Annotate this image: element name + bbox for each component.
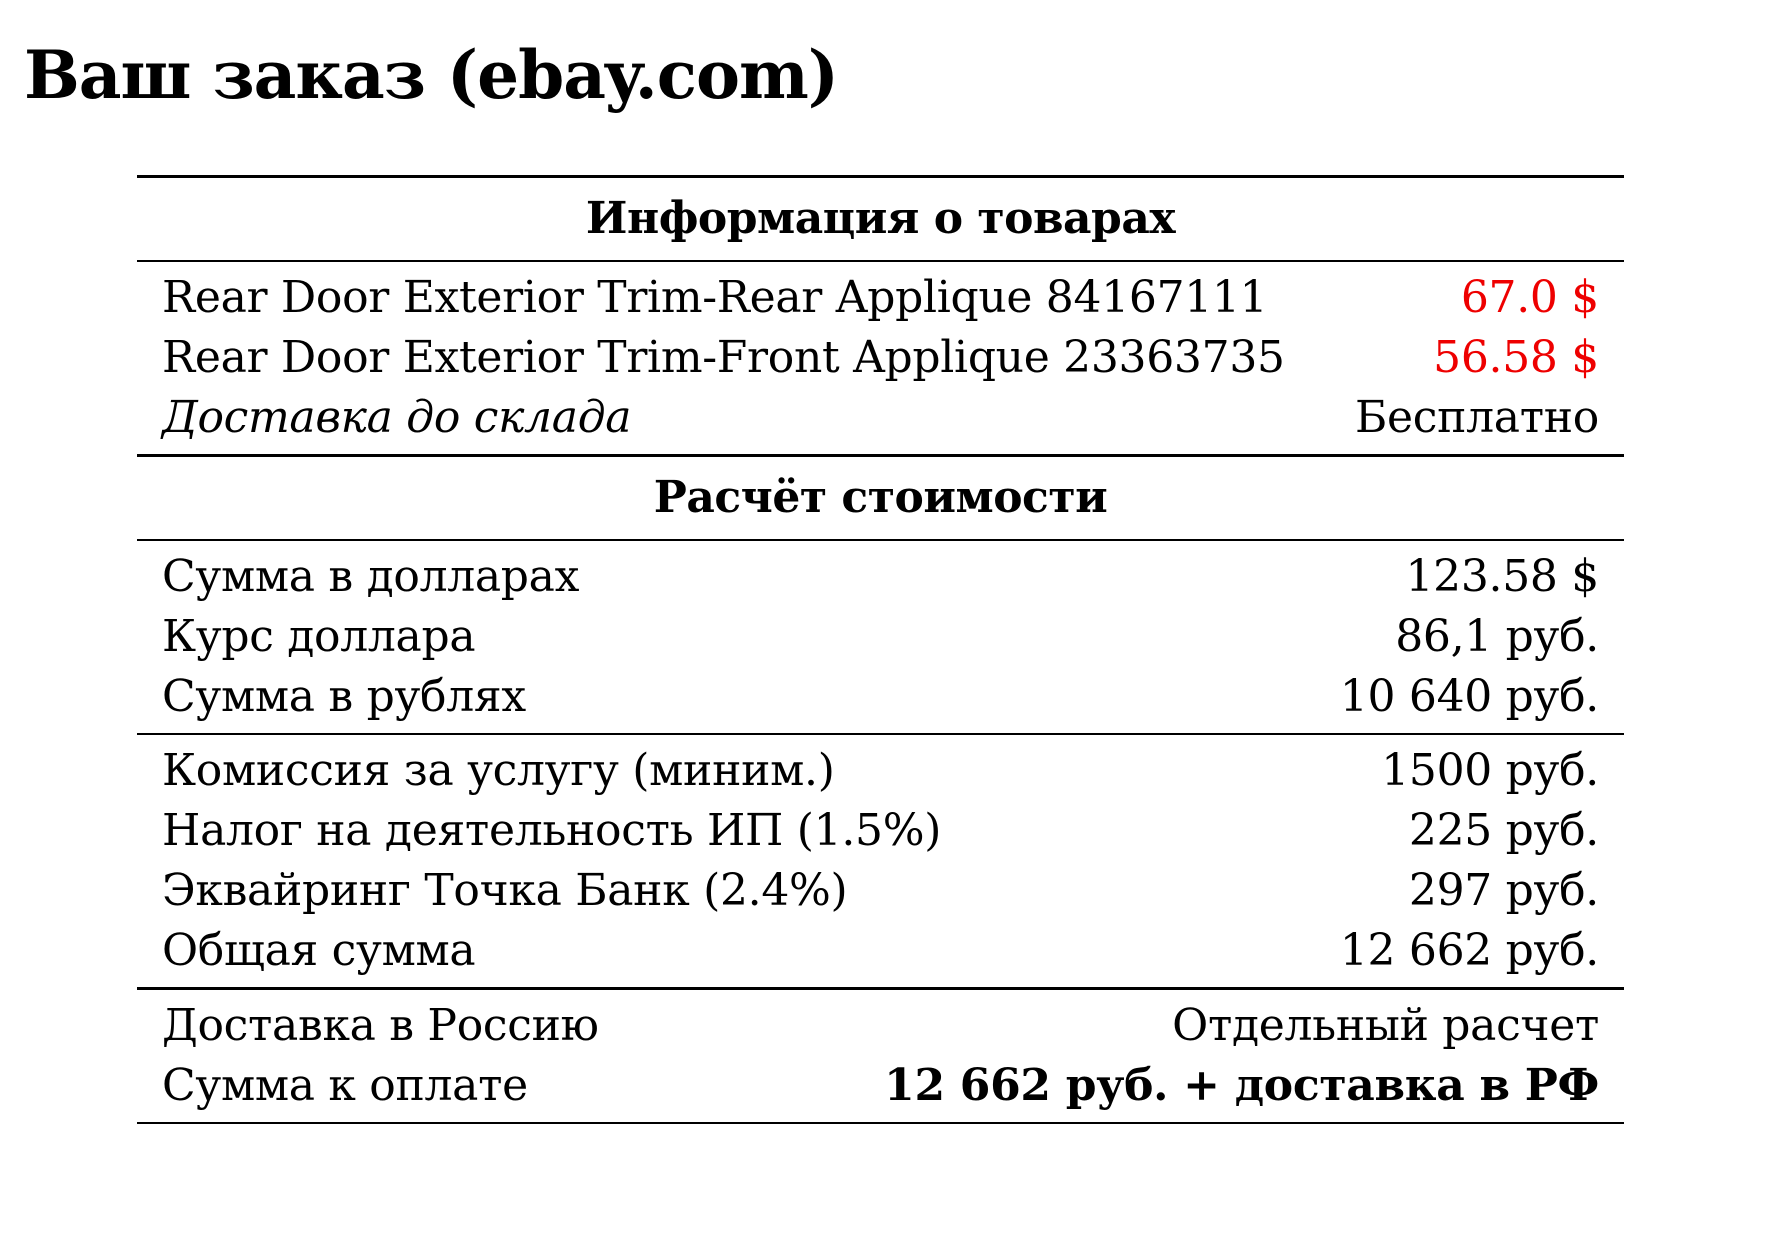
warehouse-shipping-value: Бесплатно: [1355, 392, 1599, 443]
item-row: [162, 328, 1599, 388]
total-value: 12 662 руб.: [1339, 925, 1599, 976]
usd-sum-label: Сумма в долларах: [162, 551, 580, 602]
service-fee-value: 1500 руб.: [1381, 745, 1599, 796]
fees-group: [137, 735, 1624, 987]
rub-sum-value: 10 640 руб.: [1339, 671, 1599, 722]
tax-row: [162, 801, 1599, 861]
tax-label: Налог на деятельность ИП (1.5%): [162, 805, 942, 856]
amount-due-row: [162, 1056, 1599, 1116]
amount-due-value: 12 662 руб. + доставка в РФ: [884, 1060, 1599, 1111]
acquiring-label: Эквайринг Точка Банк (2.4%): [162, 865, 848, 916]
conversion-group: [137, 541, 1624, 733]
item-price: 67.0 $: [1460, 272, 1599, 323]
acquiring-value: 297 руб.: [1408, 865, 1599, 916]
exchange-rate-value: 86,1 руб.: [1395, 611, 1599, 662]
service-fee-row: [162, 741, 1599, 801]
rub-sum-row: [162, 667, 1599, 727]
item-name: Rear Door Exterior Trim-Rear Applique 84167111: [162, 272, 1268, 323]
warehouse-shipping-label: Доставка до склада: [162, 392, 632, 443]
calc-section-heading: Расчёт стоимости: [653, 472, 1108, 523]
service-fee-label: Комиссия за услугу (миним.): [162, 745, 835, 796]
rub-sum-label: Сумма в рублях: [162, 671, 526, 722]
items-section-heading: Информация о товарах: [585, 193, 1176, 244]
item-row: [162, 268, 1599, 328]
usd-sum-value: 123.58 $: [1405, 551, 1599, 602]
total-row: [162, 921, 1599, 981]
final-group: [137, 990, 1624, 1122]
amount-due-label: Сумма к оплате: [162, 1060, 528, 1111]
russia-shipping-value: Отдельный расчет: [1172, 1000, 1599, 1051]
exchange-rate-label: Курс доллара: [162, 611, 476, 662]
russia-shipping-row: [162, 996, 1599, 1056]
order-table: [137, 175, 1624, 1124]
items-list: [137, 262, 1624, 454]
usd-sum-row: [162, 547, 1599, 607]
item-price: 56.58 $: [1433, 332, 1599, 383]
total-label: Общая сумма: [162, 925, 476, 976]
page-title: Ваш заказ (ebay.com): [24, 36, 839, 114]
russia-shipping-label: Доставка в Россию: [162, 1000, 599, 1051]
warehouse-shipping-row: [162, 388, 1599, 448]
table-bottom-rule: [137, 1122, 1624, 1124]
exchange-rate-row: [162, 607, 1599, 667]
acquiring-row: [162, 861, 1599, 921]
tax-value: 225 руб.: [1408, 805, 1599, 856]
item-name: Rear Door Exterior Trim-Front Applique 23363735: [162, 332, 1285, 383]
